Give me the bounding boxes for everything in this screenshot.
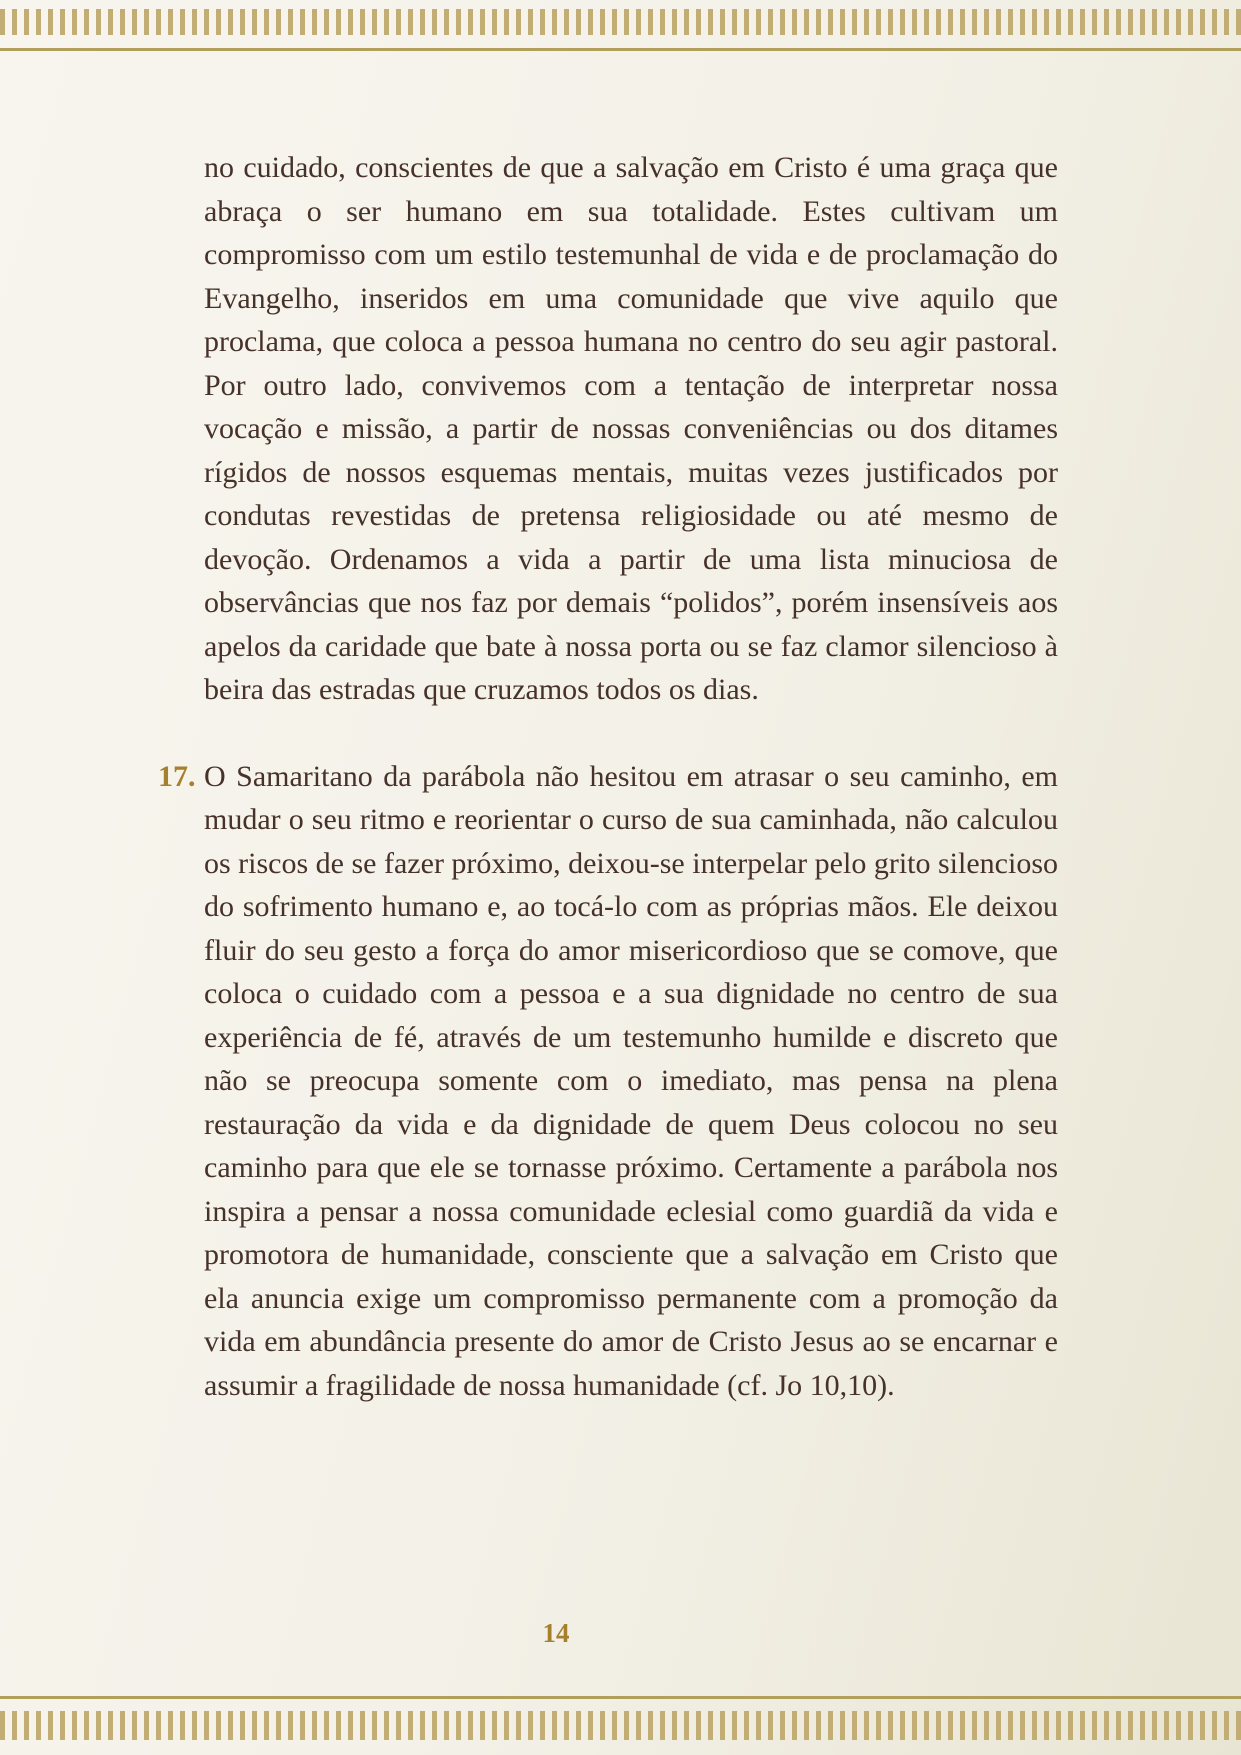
paragraph-17 <box>158 755 1058 1408</box>
paragraph-continuation <box>204 146 1058 712</box>
decorative-top-border-line <box>0 48 1241 51</box>
paragraph-text: no cuidado, conscientes de que a salvação em Cristo é uma graça que abraça o ser humano em sua totalidade. Estes cultivam um compromisso com um estilo testemunhal de vida e de proclamação do Evangelho, inseridos em uma comunidade que vive aquilo que proclama, que coloca a pessoa humana no centro do seu agir pastoral. Por outro lado, convivemos com a tentação de interpretar nossa vocação e missão, a partir de nossas conveniências ou dos ditames rígidos de nossos esquemas mentais, muitas vezes justificados por condutas revestidas de pretensa religiosidade ou até mesmo de devoção. Ordenamos a vida a partir de uma lista minuciosa de observâncias que nos faz por demais “polidos”, porém insensíveis aos apelos da caridade que bate à nossa porta ou se faz clamor silencioso à beira das estradas que cruzamos todos os dias. <box>204 151 1058 706</box>
decorative-bottom-border-line <box>0 1696 1241 1699</box>
decorative-top-border-bars <box>0 9 1241 35</box>
paragraph-text: O Samaritano da parábola não hesitou em atrasar o seu caminho, em mudar o seu ritmo e reorientar o curso de sua caminhada, não calculou os riscos de se fazer próximo, deixou-se interpelar pelo grito silencioso do sofrimento humano e, ao tocá-lo com as próprias mãos. Ele deixou fluir do seu gesto a força do amor misericordioso que se comove, que coloca o cuidado com a pessoa e a sua dignidade no centro de sua experiência de fé, através de um testemunho humilde e discreto que não se preocupa somente com o imediato, mas pensa na plena restauração da vida e da dignidade de quem Deus colocou no seu caminho para que ele se tornasse próximo. Certamente a parábola nos inspira a pensar a nossa comunidade eclesial como guardiã da vida e promotora de humanidade, consciente que a salvação em Cristo que ela anuncia exige um compromisso permanente com a promoção da vida em abundância presente do amor de Cristo Jesus ao se encarnar e assumir a fragilidade de nossa humanidade (cf. Jo 10,10). <box>204 759 1058 1402</box>
page-number: 14 <box>542 1618 570 1648</box>
paragraph-number: 17. <box>158 759 196 793</box>
decorative-bottom-border-bars <box>0 1711 1241 1740</box>
page-content <box>158 146 1058 1450</box>
